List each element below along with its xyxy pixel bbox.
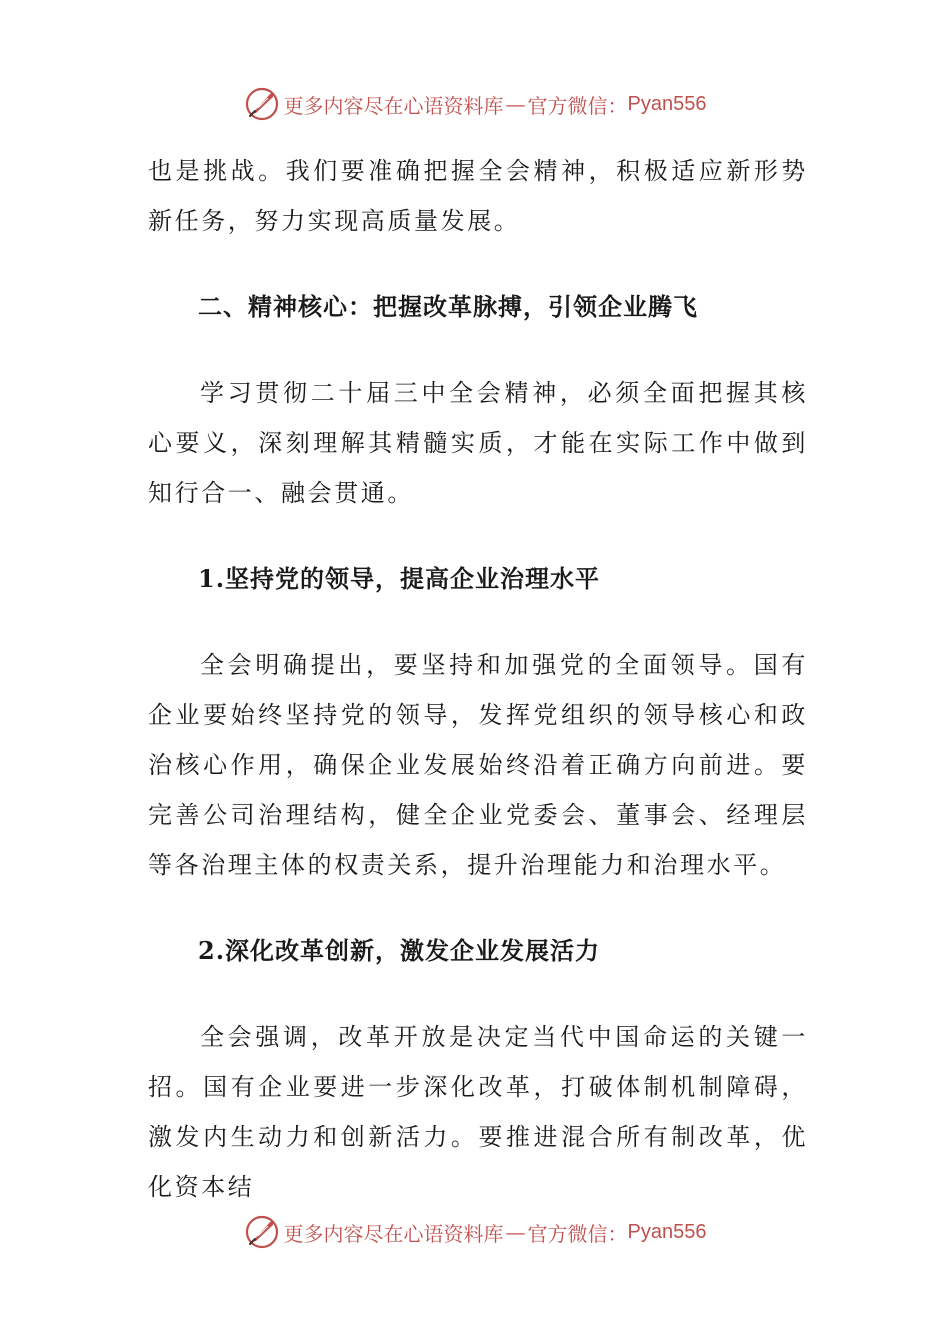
banner-wechat-id: Pyan556 — [627, 92, 707, 115]
paragraph-intro: 学习贯彻二十届三中全会精神，必须全面把握其核心要义，深刻理解其精髓实质，才能在实际工作中做到知行合一、融会贯通。 — [148, 379, 808, 507]
banner-title: 更多内容尽在心语资料库 — [283, 93, 504, 118]
subheading-item-2: 2.深化改革创新，激发企业发展活力 — [198, 936, 601, 965]
section-heading-2: 二、精神核心：把握改革脉搏，引领企业腾飞 — [198, 292, 698, 321]
banner-separator: — — [505, 1220, 526, 1244]
paragraph-continuation: 也是挑战。我们要准确把握全会精神，积极适应新形势新任务，努力实现高质量发展。 — [148, 157, 808, 235]
quill-logo-icon — [244, 86, 280, 122]
quill-logo-icon — [244, 1214, 280, 1250]
subheading-item-1: 1.坚持党的领导，提高企业治理水平 — [198, 564, 601, 593]
document-body — [148, 146, 808, 1248]
banner-wechat-label: 官方微信： — [527, 93, 628, 118]
paragraph-item-1: 全会明确提出，要坚持和加强党的全面领导。国有企业要始终坚持党的领导，发挥党组织的领导核心和政治核心作用，确保企业发展始终沿着正确方向前进。要完善公司治理结构，健全企业党委会、董事会、经理层等各治理主体的权责关系，提升治理能力和治理水平。 — [148, 651, 808, 879]
paragraph-item-2: 全会强调，改革开放是决定当代中国命运的关键一招。国有企业要进一步深化改革，打破体制机制障碍，激发内生动力和创新活力。要推进混合所有制改革，优化资本结 — [148, 1023, 808, 1201]
banner-separator: — — [505, 92, 526, 116]
banner-title: 更多内容尽在心语资料库 — [283, 1221, 504, 1246]
banner-wechat-label: 官方微信： — [527, 1221, 628, 1246]
banner-wechat-id: Pyan556 — [627, 1220, 707, 1243]
header-banner — [0, 84, 950, 124]
footer-banner — [0, 1212, 950, 1252]
